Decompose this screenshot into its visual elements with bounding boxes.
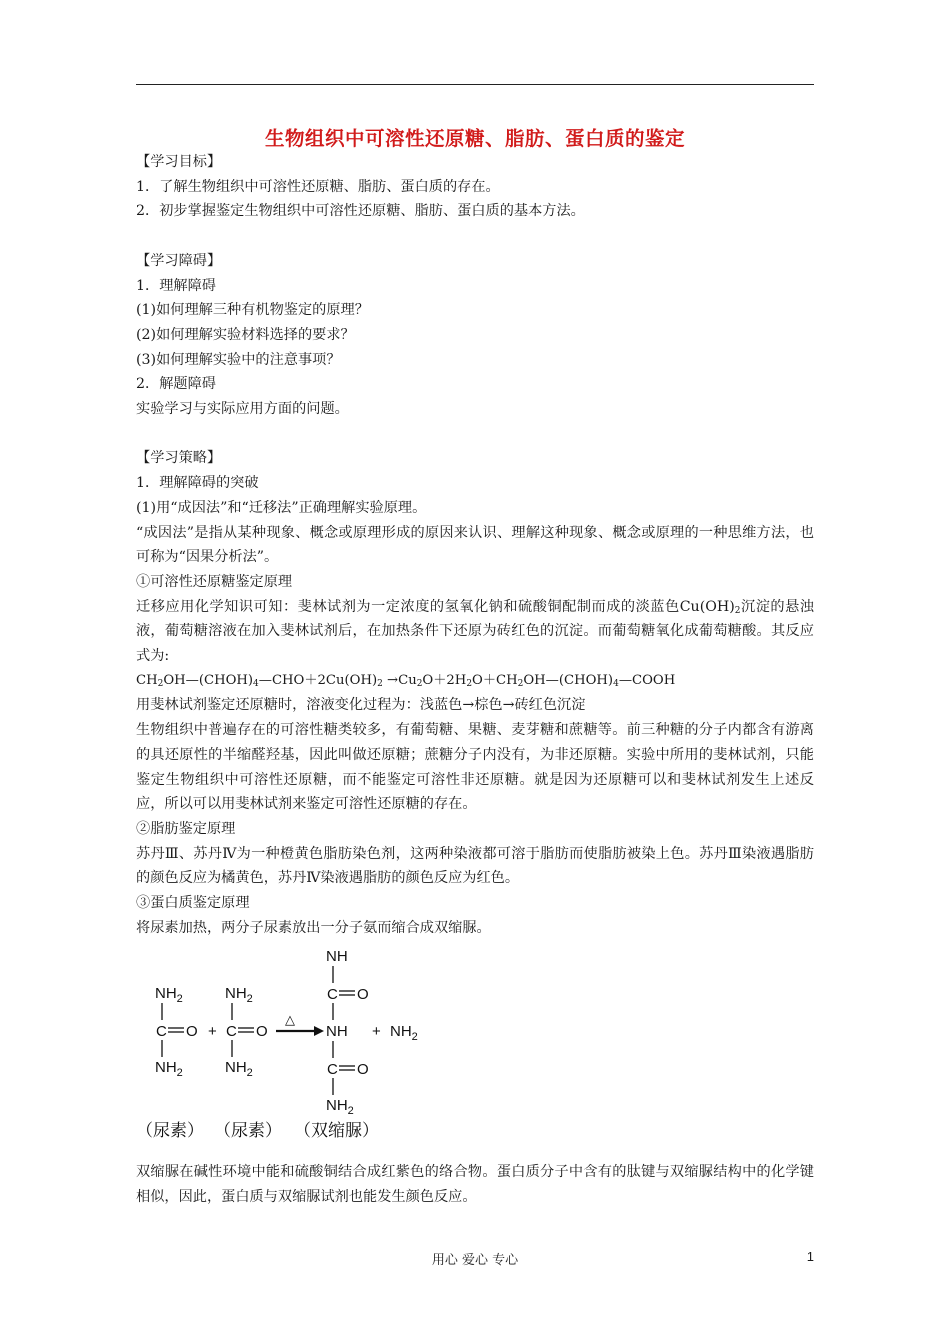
obstacles-heading: 【学习障碍】 — [136, 252, 222, 269]
sugar-paragraph: 迁移应用化学知识可知：斐林试剂为一定浓度的氢氧化钠和硫酸铜配制而成的淡蓝色$Cu(OH)_2$沉淀的悬浊液，葡萄糖溶液在加入斐林试剂后，在加热条件下还原为砖红色的沉淀。而葡萄糖氧化成葡萄糖酸。其反应式为: — [136, 598, 814, 665]
protein-heading: ③蛋白质鉴定原理 — [136, 895, 250, 912]
strategy-line: (1)用“成因法”和“迁移法”正确理解实验原理。 — [136, 499, 427, 516]
strategy-heading: 【学习策略】 — [136, 450, 222, 467]
svg-text:（双缩脲）: （双缩脲） — [294, 1121, 379, 1141]
header-rule — [136, 84, 814, 85]
strategy-line: 1．理解障碍的突破 — [136, 475, 259, 492]
goal-item: 2．初步掌握鉴定生物组织中可溶性还原糖、脂肪、蛋白质的基本方法。 — [136, 203, 585, 220]
svg-text:NH2: $NH_2$ — [225, 985, 253, 1006]
protein-paragraph: 将尿素加热，两分子尿素放出一分子氨而缩合成双缩脲。 — [136, 919, 491, 936]
biuret-reaction-figure — [136, 942, 536, 1160]
svg-text:（尿素）: （尿素） — [136, 1121, 204, 1141]
sugar-heading: ①可溶性还原糖鉴定原理 — [136, 573, 293, 590]
svg-text:O: O — [186, 1023, 198, 1041]
document-body — [136, 150, 814, 1210]
obstacle-line: 1．理解障碍 — [136, 277, 216, 294]
svg-text:C: C — [156, 1023, 167, 1041]
footer-motto: 用心 爱心 专心 — [431, 1253, 519, 1268]
goals-heading: 【学习目标】 — [136, 154, 222, 170]
strategy-paragraph: “成因法”是指从某种现象、概念或原理形成的原因来认识、理解这种现象、概念或原理的一种思维方法，也可称为“因果分析法”。 — [136, 524, 814, 566]
svg-text:（尿素）: （尿素） — [214, 1121, 282, 1141]
svg-text:NH: NH — [326, 948, 348, 966]
protein-paragraph: 双缩脲在碱性环境中能和硫酸铜结合成红紫色的络合物。蛋白质分子中含有的肽键与双缩脲结构中的化学键相似，因此，蛋白质与双缩脲试剂也能发生颜色反应。 — [136, 1164, 814, 1206]
obstacle-line: (2)如何理解实验材料选择的要求？ — [136, 326, 355, 343]
fat-paragraph: 苏丹Ⅲ、苏丹Ⅳ为一种橙黄色脂肪染色剂，这两种染液都可溶于脂肪而使脂肪被染上色。苏丹Ⅲ染液遇脂肪的颜色反应为橘黄色，苏丹Ⅳ染液遇脂肪的颜色反应为红色。 — [136, 845, 814, 887]
goal-item: 1．了解生物组织中可溶性还原糖、脂肪、蛋白质的存在。 — [136, 178, 500, 195]
svg-text:△: △ — [285, 1012, 295, 1028]
svg-text:C: C — [327, 1061, 338, 1079]
obstacle-line: 2．解题障碍 — [136, 376, 216, 393]
page-number: 1 — [806, 1249, 814, 1264]
sugar-paragraph: 用斐林试剂鉴定还原糖时，溶液变化过程为：浅蓝色→棕色→砖红色沉淀 — [136, 697, 586, 714]
obstacle-line: (1)如何理解三种有机物鉴定的原理？ — [136, 302, 369, 319]
svg-text:NH: NH — [326, 1023, 348, 1041]
page-title: 生物组织中可溶性还原糖、脂肪、蛋白质的鉴定 — [264, 127, 685, 150]
obstacle-line: 实验学习与实际应用方面的问题。 — [136, 401, 349, 418]
svg-text:C: C — [226, 1023, 237, 1041]
svg-text:O: O — [357, 1061, 369, 1079]
sugar-paragraph: 生物组织中普遍存在的可溶性糖类较多，有葡萄糖、果糖、麦芽糖和蔗糖等。前三种糖的分子内都含有游离的具还原性的半缩醛羟基，因此叫做还原糖；蔗糖分子内没有，为非还原糖。实验中所用的斐林试剂，只能鉴定生物组织中可溶性还原糖，而不能鉴定可溶性非还原糖。就是因为还原糖可以和斐林试剂发生上述反应，所以可以用斐林试剂来鉴定可溶性还原糖的存在。 — [136, 722, 814, 813]
svg-text:NH2: $NH_2$ — [155, 985, 183, 1006]
svg-text:C: C — [327, 986, 338, 1004]
svg-text:+: + — [372, 1023, 381, 1041]
fat-heading: ②脂肪鉴定原理 — [136, 820, 236, 837]
svg-text:NH2: $NH_2$ — [326, 1097, 354, 1118]
svg-text:NH2: $NH_2$ — [390, 1023, 418, 1044]
reaction-equation: $CH_2OH—(CHOH)_4—CHO+2Cu(OH)_2$ $\to Cu_2O+2H_2O+CH_2OH—(CHOH)_4—COOH$ — [136, 672, 676, 689]
svg-text:O: O — [256, 1023, 268, 1041]
svg-text:O: O — [357, 986, 369, 1004]
svg-text:NH2: $NH_2$ — [225, 1059, 253, 1080]
obstacle-line: (3)如何理解实验中的注意事项？ — [136, 351, 341, 368]
svg-text:+: + — [208, 1023, 217, 1041]
svg-text:NH2: $NH_2$ — [155, 1059, 183, 1080]
